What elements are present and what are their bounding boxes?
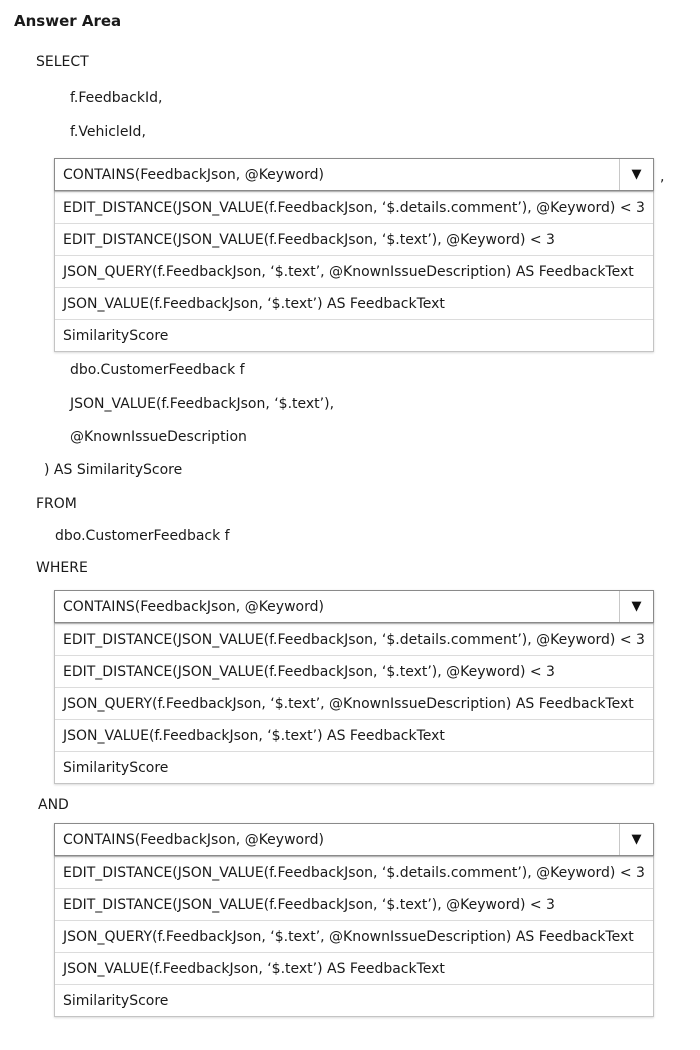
answer-area-title: Answer Area [14,12,122,30]
where-dropdown[interactable] [54,590,654,784]
dropdown-1-options [54,191,654,352]
select-dropdown-1[interactable] [54,158,654,352]
dropdown-2-selected[interactable] [54,590,654,623]
dropdown-3-selected[interactable] [54,823,654,856]
dropdown-option[interactable]: JSON_QUERY(f.FeedbackJson, ‘$.text’, @KnownIssueDescription) AS FeedbackText [55,255,653,287]
dropdown-option[interactable]: EDIT_DISTANCE(JSON_VALUE(f.FeedbackJson, ‘$.details.comment’), @Keyword) < 3 [55,856,653,888]
dropdown-option[interactable]: EDIT_DISTANCE(JSON_VALUE(f.FeedbackJson, ‘$.details.comment’), @Keyword) < 3 [55,623,653,655]
chevron-down-icon[interactable]: ▼ [619,159,653,190]
dropdown-1-selected[interactable] [54,158,654,191]
dropdown-option[interactable]: JSON_VALUE(f.FeedbackJson, ‘$.text’) AS FeedbackText [55,287,653,319]
dropdown-2-options [54,623,654,784]
from-table: dbo.CustomerFeedback f [55,528,230,544]
dropdown-2-selected-text: CONTAINS(FeedbackJson, @Keyword) [63,598,324,615]
dropdown-1-selected-text: CONTAINS(FeedbackJson, @Keyword) [63,166,324,183]
dropdown-option[interactable]: JSON_QUERY(f.FeedbackJson, ‘$.text’, @KnownIssueDescription) AS FeedbackText [55,687,653,719]
as-similarity-score: ) AS SimilarityScore [44,462,183,478]
dropdown-option[interactable]: EDIT_DISTANCE(JSON_VALUE(f.FeedbackJson, ‘$.text’), @Keyword) < 3 [55,223,653,255]
keyword-from: FROM [36,496,77,512]
keyword-and: AND [38,797,69,813]
json-value-text-arg: JSON_VALUE(f.FeedbackJson, ‘$.text’), [70,396,335,412]
dropdown-option[interactable]: SimilarityScore [55,319,653,351]
column-vehicle-id: f.VehicleId, [70,124,146,140]
chevron-down-icon[interactable]: ▼ [619,591,653,622]
dropdown-3-selected-text: CONTAINS(FeedbackJson, @Keyword) [63,831,324,848]
and-dropdown[interactable] [54,823,654,1017]
inner-from-table: dbo.CustomerFeedback f [70,362,245,378]
dropdown-option[interactable]: SimilarityScore [55,751,653,783]
dropdown-option[interactable]: JSON_VALUE(f.FeedbackJson, ‘$.text’) AS FeedbackText [55,719,653,751]
dropdown-3-options [54,856,654,1017]
dropdown-option[interactable]: EDIT_DISTANCE(JSON_VALUE(f.FeedbackJson, ‘$.text’), @Keyword) < 3 [55,888,653,920]
dropdown-option[interactable]: JSON_VALUE(f.FeedbackJson, ‘$.text’) AS FeedbackText [55,952,653,984]
dropdown-option[interactable]: SimilarityScore [55,984,653,1016]
keyword-where: WHERE [36,560,88,576]
known-issue-arg: @KnownIssueDescription [70,429,247,445]
dropdown-option[interactable]: EDIT_DISTANCE(JSON_VALUE(f.FeedbackJson, ‘$.text’), @Keyword) < 3 [55,655,653,687]
trailing-comma: , [660,169,665,185]
dropdown-option[interactable]: EDIT_DISTANCE(JSON_VALUE(f.FeedbackJson, ‘$.details.comment’), @Keyword) < 3 [55,191,653,223]
chevron-down-icon[interactable]: ▼ [619,824,653,855]
column-feedback-id: f.FeedbackId, [70,90,163,106]
keyword-select: SELECT [36,54,89,70]
dropdown-option[interactable]: JSON_QUERY(f.FeedbackJson, ‘$.text’, @KnownIssueDescription) AS FeedbackText [55,920,653,952]
